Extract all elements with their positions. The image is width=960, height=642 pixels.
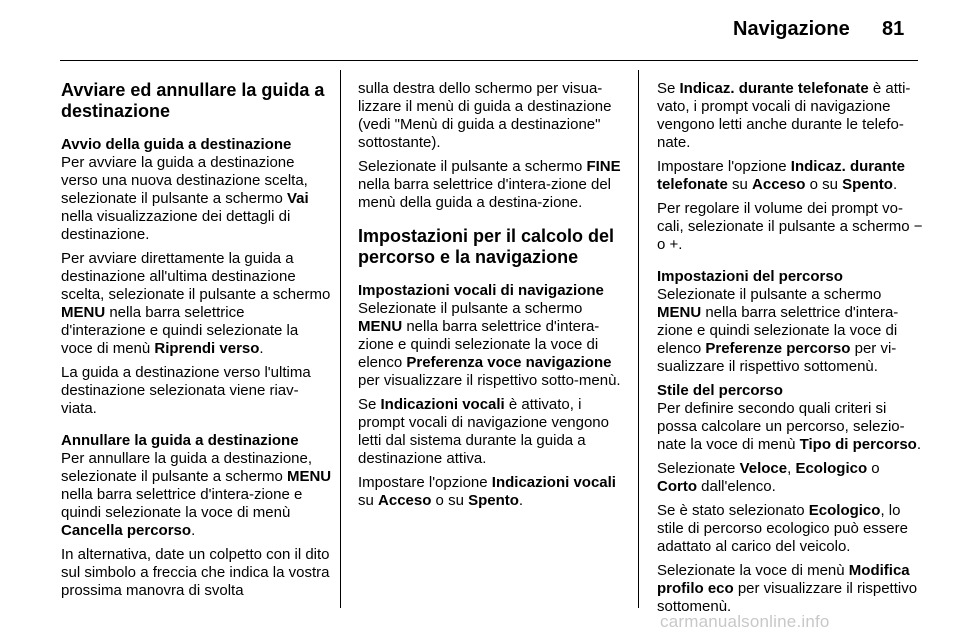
paragraph: La guida a destinazione verso l'ultima destinazione selezionata viene riav-viata. xyxy=(61,364,311,417)
paragraph: Selezionate la voce di menù Modifica profilo eco per visualizzare il rispettivo sottomenù. xyxy=(657,562,918,615)
paragraph: Impostare l'opzione Indicaz. durante telefonate su Acceso o su Spento. xyxy=(657,158,905,193)
page-number: 81 xyxy=(882,18,905,40)
page-title: Navigazione xyxy=(733,18,850,40)
paragraph: In alternativa, date un colpetto con il dito sul simbolo a freccia che indica la vostra prossima manovra di svolta xyxy=(61,546,330,599)
paragraph: Per annullare la guida a destinazione, selezionate il pulsante a schermo MENU nella barra selettrice d'intera-zione e quindi selezionate la voce di menù Cancella percorso. xyxy=(61,450,332,539)
ui-term: Riprendi verso xyxy=(154,340,260,357)
paragraph: Se è stato selezionato Ecologico, lo stile di percorso ecologico può essere adattato al carico del veicolo. xyxy=(657,502,908,555)
ui-term: Indicazioni vocali xyxy=(491,474,616,491)
ui-term: MENU xyxy=(286,468,332,485)
ui-term: Vai xyxy=(286,190,309,207)
section-heading-impostazioni: Impostazioni per il calcolo del percorso e la navigazione xyxy=(358,226,615,267)
column-divider-1 xyxy=(340,70,341,608)
ui-term: Indicaz. durante telefonate xyxy=(657,158,905,193)
ui-term: Modifica profilo eco xyxy=(657,562,910,597)
paragraph: Selezionate Veloce, Ecologico o Corto dall'elenco. xyxy=(657,460,880,495)
ui-term: Indicazioni vocali xyxy=(380,396,505,413)
column-3 xyxy=(657,80,923,622)
ui-term: Preferenza voce navigazione xyxy=(406,354,612,371)
paragraph: sulla destra dello schermo per visua-lizzare il menù di guida a destinazione (vedi "Menù di guida a destinazione" sottostante). xyxy=(358,80,612,151)
header-divider xyxy=(60,60,918,61)
paragraph: Per avviare direttamente la guida a destinazione all'ultima destinazione scelta, selezionate il pulsante a schermo MENU nella barra selettrice d'interazione e quindi selezionate la voce di menù Riprendi verso. xyxy=(61,250,331,357)
ui-term: Acceso xyxy=(752,176,806,193)
subheading-percorso: Impostazioni del percorso xyxy=(657,268,843,285)
column-divider-2 xyxy=(638,70,639,608)
subheading-vocali: Impostazioni vocali di navigazione xyxy=(358,282,604,299)
ui-term: FINE xyxy=(586,158,621,175)
paragraph: Impostare l'opzione Indicazioni vocali su Acceso o su Spento. xyxy=(358,474,616,509)
ui-term: Tipo di percorso xyxy=(799,436,917,453)
ui-term: Corto xyxy=(657,478,697,495)
watermark: carmanualsonline.info xyxy=(660,612,830,631)
ui-term: Ecologico xyxy=(795,460,868,477)
paragraph: Se Indicaz. durante telefonate è atti-vato, i prompt vocali di navigazione vengono letti anche durante le telefo-nate. xyxy=(657,80,911,151)
paragraph: Per regolare il volume dei prompt vo-cali, selezionate il pulsante a schermo − o +. xyxy=(657,200,923,253)
paragraph: Selezionate il pulsante a schermo MENU nella barra selettrice d'intera-zione e quindi selezionate la voce di elenco Preferenza voce navigazione per visualizzare il rispettivo sotto-menù. xyxy=(358,300,621,389)
ui-term: Spento xyxy=(842,176,893,193)
section-heading-avviare: Avviare ed annullare la guida a destinazione xyxy=(61,80,325,121)
paragraph: Selezionate il pulsante a schermo FINE nella barra selettrice d'intera-zione del menù della guida a destina-zione. xyxy=(358,158,621,211)
paragraph: Per definire secondo quali criteri si possa calcolare un percorso, selezio-nate la voce di menù Tipo di percorso. xyxy=(657,400,922,453)
column-1 xyxy=(61,80,333,606)
paragraph: Per avviare la guida a destinazione verso una nuova destinazione scelta, selezionate il pulsante a schermo Vai nella visualizzazione dei dettagli di destinazione. xyxy=(61,154,309,243)
ui-term: Indicaz. durante telefonate xyxy=(679,80,869,97)
ui-term: Preferenze percorso xyxy=(705,340,851,357)
ui-term: Ecologico xyxy=(808,502,881,519)
ui-term: MENU xyxy=(657,304,702,321)
ui-term: Veloce xyxy=(739,460,788,477)
ui-term: Spento xyxy=(468,492,519,509)
paragraph: Se Indicazioni vocali è attivato, i prompt vocali di navigazione vengono letti dal sistema durante la guida a destinazione attiva. xyxy=(358,396,609,467)
subheading-annullare: Annullare la guida a destinazione xyxy=(61,432,299,449)
subheading-stile: Stile del percorso xyxy=(657,382,783,399)
ui-term: Cancella percorso xyxy=(61,522,192,539)
column-2 xyxy=(358,80,626,516)
paragraph: Selezionate il pulsante a schermo MENU nella barra selettrice d'intera-zione e quindi selezionate la voce di elenco Preferenze percorso per vi-sualizzare il rispettivo sottomenù. xyxy=(657,286,899,375)
ui-term: Acceso xyxy=(378,492,432,509)
subheading-avvio: Avvio della guida a destinazione xyxy=(61,136,292,153)
ui-term: MENU xyxy=(358,318,403,335)
ui-term: MENU xyxy=(61,304,106,321)
